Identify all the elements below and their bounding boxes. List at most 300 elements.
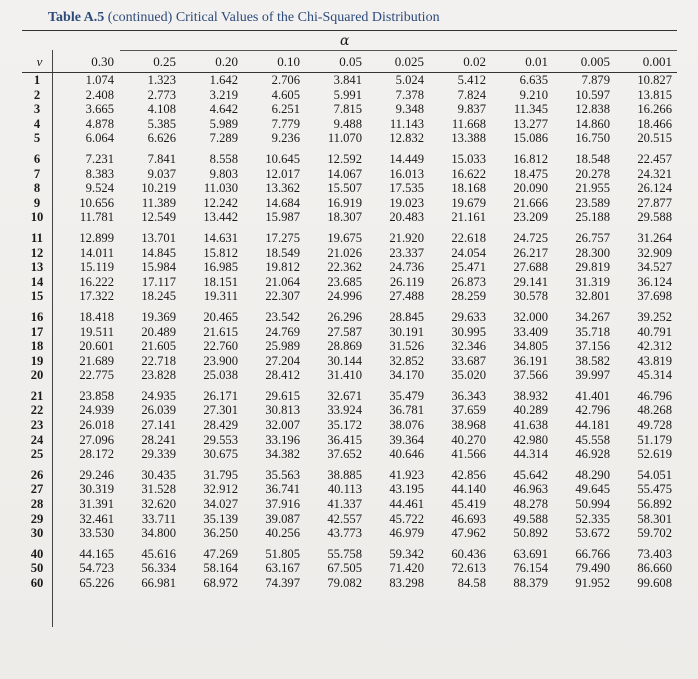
value-cell: 5.385 bbox=[147, 116, 176, 131]
df-cell: 3 bbox=[33, 102, 41, 117]
value-cell: 7.815 bbox=[333, 102, 362, 117]
alpha-column-header: 0.025 bbox=[367, 52, 429, 73]
value-cell: 28.241 bbox=[141, 432, 176, 447]
value-cell: 14.449 bbox=[389, 151, 424, 166]
value-cell: 18.548 bbox=[575, 151, 610, 166]
value-cell: 35.718 bbox=[575, 324, 610, 339]
value-cell: 35.139 bbox=[203, 511, 238, 526]
value-cell: 27.301 bbox=[203, 403, 238, 418]
value-cell: 6.626 bbox=[147, 131, 176, 146]
value-cell: 24.996 bbox=[327, 289, 362, 304]
value-cell: 30.578 bbox=[513, 289, 548, 304]
value-cell: 32.620 bbox=[141, 497, 176, 512]
value-cell: 51.805 bbox=[265, 546, 300, 561]
value-cell: 7.879 bbox=[581, 73, 610, 87]
value-cell: 43.819 bbox=[637, 353, 672, 368]
value-cell: 15.812 bbox=[203, 245, 238, 260]
table-row bbox=[22, 246, 677, 261]
df-cell: 16 bbox=[30, 309, 44, 324]
table-row bbox=[22, 210, 677, 225]
table-header bbox=[22, 52, 677, 73]
value-cell: 32.000 bbox=[513, 309, 548, 324]
table-row bbox=[22, 152, 677, 167]
df-cell: 27 bbox=[30, 482, 44, 497]
value-cell: 9.037 bbox=[147, 166, 176, 181]
value-cell: 26.757 bbox=[575, 230, 610, 245]
alpha-column-header: 0.25 bbox=[119, 52, 181, 73]
table-row bbox=[22, 289, 677, 304]
value-cell: 31.795 bbox=[203, 467, 238, 482]
table-row bbox=[22, 196, 677, 211]
value-cell: 45.558 bbox=[575, 432, 610, 447]
table-row bbox=[22, 231, 677, 246]
value-cell: 14.860 bbox=[575, 116, 610, 131]
table-row bbox=[22, 447, 677, 462]
value-cell: 27.488 bbox=[389, 289, 424, 304]
value-cell: 31.528 bbox=[141, 482, 176, 497]
table-row bbox=[22, 418, 677, 433]
value-cell: 42.980 bbox=[513, 432, 548, 447]
value-cell: 58.301 bbox=[637, 511, 672, 526]
value-cell: 40.270 bbox=[451, 432, 486, 447]
value-cell: 66.766 bbox=[575, 546, 610, 561]
value-cell: 41.923 bbox=[389, 467, 424, 482]
value-cell: 26.039 bbox=[141, 403, 176, 418]
table-row bbox=[22, 354, 677, 369]
value-cell: 16.622 bbox=[451, 166, 486, 181]
value-cell: 34.267 bbox=[575, 309, 610, 324]
value-cell: 1.323 bbox=[147, 73, 176, 87]
value-cell: 53.672 bbox=[575, 526, 610, 541]
value-cell: 22.618 bbox=[451, 230, 486, 245]
value-cell: 30.144 bbox=[327, 353, 362, 368]
value-cell: 45.642 bbox=[513, 467, 548, 482]
table-row bbox=[22, 102, 677, 117]
value-cell: 2.773 bbox=[147, 87, 176, 102]
value-cell: 41.566 bbox=[451, 447, 486, 462]
value-cell: 19.511 bbox=[79, 324, 114, 339]
df-cell: 2 bbox=[33, 87, 41, 102]
value-cell: 24.054 bbox=[451, 245, 486, 260]
table-row bbox=[22, 526, 677, 541]
value-cell: 15.086 bbox=[513, 131, 548, 146]
value-cell: 29.588 bbox=[637, 210, 672, 225]
value-cell: 10.645 bbox=[265, 151, 300, 166]
value-cell: 83.298 bbox=[389, 576, 424, 590]
value-cell: 14.845 bbox=[141, 245, 176, 260]
value-cell: 3.665 bbox=[85, 102, 114, 117]
value-cell: 20.515 bbox=[637, 131, 672, 146]
value-cell: 21.026 bbox=[327, 245, 362, 260]
value-cell: 32.912 bbox=[203, 482, 238, 497]
value-cell: 5.989 bbox=[209, 116, 238, 131]
value-cell: 20.483 bbox=[389, 210, 424, 225]
alpha-column-header: 0.005 bbox=[553, 52, 615, 73]
value-cell: 23.900 bbox=[203, 353, 238, 368]
value-cell: 10.827 bbox=[637, 73, 672, 87]
value-cell: 43.773 bbox=[327, 526, 362, 541]
alpha-column-header: 0.01 bbox=[491, 52, 553, 73]
value-cell: 5.991 bbox=[333, 87, 362, 102]
value-cell: 29.553 bbox=[203, 432, 238, 447]
value-cell: 49.728 bbox=[637, 418, 672, 433]
value-cell: 91.952 bbox=[575, 576, 610, 590]
value-cell: 37.659 bbox=[451, 403, 486, 418]
value-cell: 29.339 bbox=[141, 447, 176, 462]
value-cell: 21.689 bbox=[79, 353, 114, 368]
value-cell: 33.196 bbox=[265, 432, 300, 447]
table-row bbox=[22, 117, 677, 132]
value-cell: 36.191 bbox=[513, 353, 548, 368]
value-cell: 84.58 bbox=[457, 576, 486, 590]
value-cell: 20.278 bbox=[575, 166, 610, 181]
value-cell: 16.013 bbox=[389, 166, 424, 181]
value-cell: 66.981 bbox=[141, 576, 176, 590]
value-cell: 21.161 bbox=[451, 210, 486, 225]
df-cell: 4 bbox=[33, 116, 41, 131]
value-cell: 2.706 bbox=[271, 73, 300, 87]
value-cell: 33.924 bbox=[327, 403, 362, 418]
value-cell: 23.858 bbox=[79, 388, 114, 403]
value-cell: 10.219 bbox=[141, 181, 176, 196]
value-cell: 40.646 bbox=[389, 447, 424, 462]
value-cell: 9.837 bbox=[457, 102, 486, 117]
value-cell: 29.633 bbox=[451, 309, 486, 324]
df-cell: 5 bbox=[33, 131, 41, 146]
value-cell: 12.899 bbox=[79, 230, 114, 245]
value-cell: 67.505 bbox=[327, 561, 362, 576]
value-cell: 44.314 bbox=[513, 447, 548, 462]
value-cell: 19.675 bbox=[327, 230, 362, 245]
value-cell: 18.466 bbox=[637, 116, 672, 131]
value-cell: 39.087 bbox=[265, 511, 300, 526]
df-cell: 7 bbox=[33, 166, 41, 181]
value-cell: 19.369 bbox=[141, 309, 176, 324]
df-cell: 30 bbox=[30, 526, 44, 541]
value-cell: 4.878 bbox=[85, 116, 114, 131]
value-cell: 79.082 bbox=[327, 576, 362, 590]
value-cell: 9.210 bbox=[519, 87, 548, 102]
value-cell: 6.251 bbox=[271, 102, 300, 117]
df-cell: 6 bbox=[33, 151, 41, 166]
value-cell: 23.209 bbox=[513, 210, 548, 225]
value-cell: 73.403 bbox=[637, 546, 672, 561]
value-cell: 35.479 bbox=[389, 388, 424, 403]
table-row bbox=[22, 275, 677, 290]
value-cell: 38.968 bbox=[451, 418, 486, 433]
value-cell: 16.222 bbox=[79, 274, 114, 289]
value-cell: 22.362 bbox=[327, 260, 362, 275]
value-cell: 56.892 bbox=[637, 497, 672, 512]
value-cell: 29.141 bbox=[513, 274, 548, 289]
df-cell: 25 bbox=[30, 447, 44, 462]
value-cell: 12.592 bbox=[327, 151, 362, 166]
value-cell: 52.335 bbox=[575, 511, 610, 526]
value-cell: 7.378 bbox=[395, 87, 424, 102]
value-cell: 32.852 bbox=[389, 353, 424, 368]
table-row bbox=[22, 561, 677, 576]
table-row bbox=[22, 468, 677, 483]
value-cell: 26.171 bbox=[203, 388, 238, 403]
value-cell: 23.337 bbox=[389, 245, 424, 260]
value-cell: 35.020 bbox=[451, 368, 486, 383]
value-cell: 25.989 bbox=[265, 339, 300, 354]
alpha-column-header: 0.30 bbox=[57, 52, 119, 73]
value-cell: 36.781 bbox=[389, 403, 424, 418]
table-row bbox=[22, 433, 677, 448]
value-cell: 13.388 bbox=[451, 131, 486, 146]
value-cell: 34.805 bbox=[513, 339, 548, 354]
value-cell: 88.379 bbox=[513, 576, 548, 590]
value-cell: 28.429 bbox=[203, 418, 238, 433]
alpha-header: α bbox=[340, 33, 350, 49]
value-cell: 15.033 bbox=[451, 151, 486, 166]
value-cell: 40.289 bbox=[513, 403, 548, 418]
value-cell: 36.124 bbox=[637, 274, 672, 289]
value-cell: 22.760 bbox=[203, 339, 238, 354]
value-cell: 47.962 bbox=[451, 526, 486, 541]
value-cell: 59.342 bbox=[389, 546, 424, 561]
value-cell: 23.589 bbox=[575, 195, 610, 210]
value-cell: 32.007 bbox=[265, 418, 300, 433]
value-cell: 44.140 bbox=[451, 482, 486, 497]
value-cell: 27.688 bbox=[513, 260, 548, 275]
value-cell: 22.775 bbox=[79, 368, 114, 383]
value-cell: 31.391 bbox=[79, 497, 114, 512]
value-cell: 58.164 bbox=[203, 561, 238, 576]
value-cell: 16.812 bbox=[513, 151, 548, 166]
table-row bbox=[22, 403, 677, 418]
value-cell: 20.489 bbox=[141, 324, 176, 339]
df-cell: 20 bbox=[30, 368, 44, 383]
table-row bbox=[22, 576, 677, 591]
value-cell: 26.296 bbox=[327, 309, 362, 324]
value-cell: 8.383 bbox=[85, 166, 114, 181]
table-row bbox=[22, 389, 677, 404]
table-row bbox=[22, 131, 677, 146]
df-cell: 13 bbox=[30, 260, 44, 275]
df-cell: 10 bbox=[30, 210, 44, 225]
value-cell: 18.307 bbox=[327, 210, 362, 225]
df-cell: 1 bbox=[33, 73, 41, 87]
value-cell: 43.195 bbox=[389, 482, 424, 497]
value-cell: 40.256 bbox=[265, 526, 300, 541]
value-cell: 59.702 bbox=[637, 526, 672, 541]
value-cell: 17.322 bbox=[79, 289, 114, 304]
value-cell: 55.758 bbox=[327, 546, 362, 561]
value-cell: 33.687 bbox=[451, 353, 486, 368]
value-cell: 16.919 bbox=[327, 195, 362, 210]
value-cell: 30.435 bbox=[141, 467, 176, 482]
df-cell: 40 bbox=[30, 546, 44, 561]
value-cell: 9.348 bbox=[395, 102, 424, 117]
value-cell: 37.566 bbox=[513, 368, 548, 383]
value-cell: 49.645 bbox=[575, 482, 610, 497]
table-row bbox=[22, 339, 677, 354]
value-cell: 45.419 bbox=[451, 497, 486, 512]
value-cell: 16.985 bbox=[203, 260, 238, 275]
value-cell: 18.168 bbox=[451, 181, 486, 196]
value-cell: 11.345 bbox=[513, 102, 548, 117]
value-cell: 47.269 bbox=[203, 546, 238, 561]
table-row bbox=[22, 310, 677, 325]
value-cell: 23.542 bbox=[265, 309, 300, 324]
value-cell: 13.277 bbox=[513, 116, 548, 131]
value-cell: 54.723 bbox=[79, 561, 114, 576]
value-cell: 39.997 bbox=[575, 368, 610, 383]
value-cell: 13.815 bbox=[637, 87, 672, 102]
value-cell: 86.660 bbox=[637, 561, 672, 576]
df-cell: 21 bbox=[30, 388, 44, 403]
value-cell: 27.204 bbox=[265, 353, 300, 368]
value-cell: 25.038 bbox=[203, 368, 238, 383]
value-cell: 34.800 bbox=[141, 526, 176, 541]
value-cell: 7.779 bbox=[271, 116, 300, 131]
value-cell: 72.613 bbox=[451, 561, 486, 576]
value-cell: 34.027 bbox=[203, 497, 238, 512]
value-cell: 9.488 bbox=[333, 116, 362, 131]
value-cell: 1.642 bbox=[209, 73, 238, 87]
value-cell: 27.141 bbox=[141, 418, 176, 433]
value-cell: 19.023 bbox=[389, 195, 424, 210]
value-cell: 7.231 bbox=[85, 151, 114, 166]
value-cell: 99.608 bbox=[637, 576, 672, 590]
value-cell: 41.401 bbox=[575, 388, 610, 403]
value-cell: 6.064 bbox=[85, 131, 114, 146]
value-cell: 39.364 bbox=[389, 432, 424, 447]
table-row bbox=[22, 181, 677, 196]
table-row bbox=[22, 260, 677, 275]
value-cell: 14.067 bbox=[327, 166, 362, 181]
value-cell: 45.722 bbox=[389, 511, 424, 526]
df-cell: 26 bbox=[30, 467, 44, 482]
df-cell: 11 bbox=[31, 230, 43, 245]
value-cell: 11.389 bbox=[141, 195, 176, 210]
value-cell: 40.791 bbox=[637, 324, 672, 339]
value-cell: 21.064 bbox=[265, 274, 300, 289]
value-cell: 46.928 bbox=[575, 447, 610, 462]
value-cell: 56.334 bbox=[141, 561, 176, 576]
value-cell: 28.300 bbox=[575, 245, 610, 260]
value-cell: 35.563 bbox=[265, 467, 300, 482]
value-cell: 9.236 bbox=[271, 131, 300, 146]
value-cell: 3.219 bbox=[209, 87, 238, 102]
value-cell: 30.995 bbox=[451, 324, 486, 339]
value-cell: 28.845 bbox=[389, 309, 424, 324]
value-cell: 41.638 bbox=[513, 418, 548, 433]
value-cell: 31.319 bbox=[575, 274, 610, 289]
value-cell: 55.475 bbox=[637, 482, 672, 497]
value-cell: 24.725 bbox=[513, 230, 548, 245]
table-title bbox=[48, 10, 440, 26]
value-cell: 39.252 bbox=[637, 309, 672, 324]
value-cell: 37.156 bbox=[575, 339, 610, 354]
value-cell: 13.442 bbox=[203, 210, 238, 225]
value-cell: 37.698 bbox=[637, 289, 672, 304]
value-cell: 54.051 bbox=[637, 467, 672, 482]
alpha-column-header: 0.20 bbox=[181, 52, 243, 73]
value-cell: 35.172 bbox=[327, 418, 362, 433]
df-cell: 28 bbox=[30, 497, 44, 512]
value-cell: 79.490 bbox=[575, 561, 610, 576]
value-cell: 34.170 bbox=[389, 368, 424, 383]
value-cell: 3.841 bbox=[333, 73, 362, 87]
value-cell: 20.465 bbox=[203, 309, 238, 324]
value-cell: 32.671 bbox=[327, 388, 362, 403]
df-cell: 60 bbox=[30, 576, 44, 590]
df-cell: 23 bbox=[30, 418, 44, 433]
value-cell: 28.259 bbox=[451, 289, 486, 304]
value-cell: 40.113 bbox=[327, 482, 362, 497]
value-cell: 14.011 bbox=[79, 245, 114, 260]
value-cell: 9.524 bbox=[85, 181, 114, 196]
value-cell: 42.796 bbox=[575, 403, 610, 418]
value-cell: 24.769 bbox=[265, 324, 300, 339]
df-cell: 50 bbox=[30, 561, 44, 576]
value-cell: 12.017 bbox=[265, 166, 300, 181]
value-cell: 68.972 bbox=[203, 576, 238, 590]
value-cell: 15.119 bbox=[79, 260, 114, 275]
value-cell: 15.507 bbox=[327, 181, 362, 196]
value-cell: 9.803 bbox=[209, 166, 238, 181]
value-cell: 15.987 bbox=[265, 210, 300, 225]
value-cell: 26.217 bbox=[513, 245, 548, 260]
value-cell: 11.781 bbox=[79, 210, 114, 225]
table-row bbox=[22, 88, 677, 103]
value-cell: 48.278 bbox=[513, 497, 548, 512]
value-cell: 46.979 bbox=[389, 526, 424, 541]
df-cell: 18 bbox=[30, 339, 44, 354]
value-cell: 20.601 bbox=[79, 339, 114, 354]
value-cell: 37.652 bbox=[327, 447, 362, 462]
value-cell: 48.290 bbox=[575, 467, 610, 482]
value-cell: 17.275 bbox=[265, 230, 300, 245]
value-cell: 33.409 bbox=[513, 324, 548, 339]
table-row bbox=[22, 547, 677, 562]
value-cell: 14.631 bbox=[203, 230, 238, 245]
df-cell: 24 bbox=[30, 432, 44, 447]
value-cell: 42.312 bbox=[637, 339, 672, 354]
value-cell: 71.420 bbox=[389, 561, 424, 576]
value-cell: 22.307 bbox=[265, 289, 300, 304]
df-cell: 22 bbox=[30, 403, 44, 418]
value-cell: 42.856 bbox=[451, 467, 486, 482]
value-cell: 7.289 bbox=[209, 131, 238, 146]
value-cell: 5.024 bbox=[395, 73, 424, 87]
value-cell: 63.691 bbox=[513, 546, 548, 561]
alpha-column-header: 0.05 bbox=[305, 52, 367, 73]
value-cell: 33.530 bbox=[79, 526, 114, 541]
value-cell: 52.619 bbox=[637, 447, 672, 462]
value-cell: 12.549 bbox=[141, 210, 176, 225]
value-cell: 31.264 bbox=[637, 230, 672, 245]
value-cell: 76.154 bbox=[513, 561, 548, 576]
table-label: Table A.5 bbox=[48, 10, 105, 25]
value-cell: 21.920 bbox=[389, 230, 424, 245]
value-cell: 18.418 bbox=[79, 309, 114, 324]
value-cell: 21.955 bbox=[575, 181, 610, 196]
top-rule bbox=[22, 30, 677, 31]
value-cell: 50.892 bbox=[513, 526, 548, 541]
value-cell: 31.410 bbox=[327, 368, 362, 383]
value-cell: 30.319 bbox=[79, 482, 114, 497]
df-cell: 9 bbox=[33, 195, 41, 210]
value-cell: 28.412 bbox=[265, 368, 300, 383]
value-cell: 4.108 bbox=[147, 102, 176, 117]
value-cell: 30.191 bbox=[389, 324, 424, 339]
table-row bbox=[22, 512, 677, 527]
value-cell: 10.656 bbox=[79, 195, 114, 210]
